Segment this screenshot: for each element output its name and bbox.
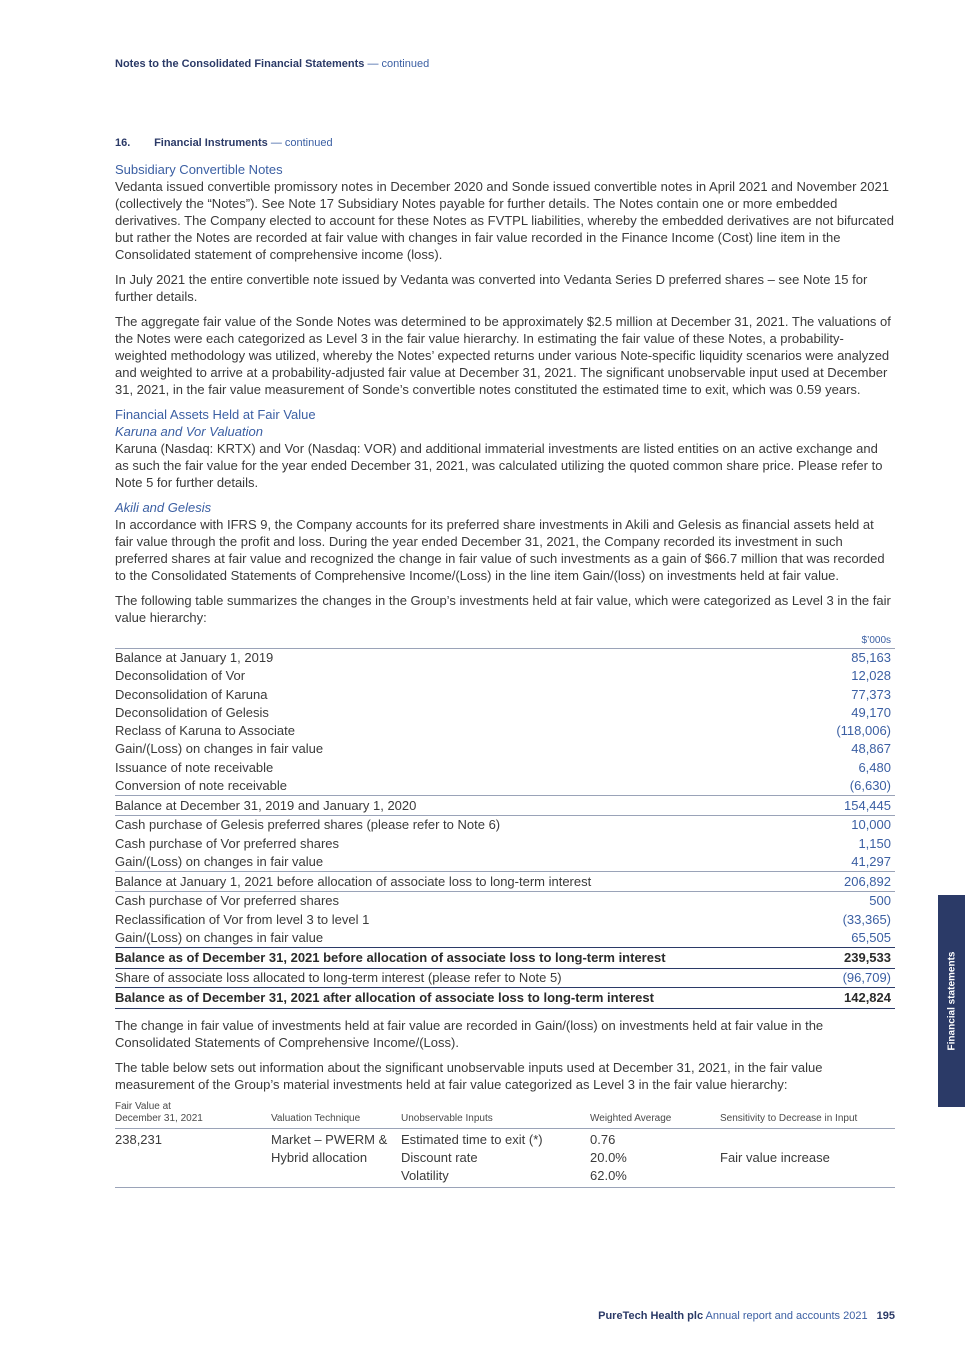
akili-gelesis-paragraph: In accordance with IFRS 9, the Company accounts for its preferred share investments in Akili and Gelesis as financial assets held at fair value through the profit and loss. During the year ended December 31, 2021, the Company recorded its investment in such preferred shares at fair value and recognized the change in fair value of such investments as a gain of $66.7 million that was recorded to the Consolidated Statements of Comprehensive Income/(Loss) in the line item Gain/(loss) on investments held at fair value. xyxy=(115,517,885,583)
row-label: Share of associate loss allocated to long-term interest (please refer to Note 5) xyxy=(115,970,562,986)
row-label: Cash purchase of Vor preferred shares xyxy=(115,893,340,909)
row-value: 154,445 xyxy=(820,796,895,816)
row-label: Balance at January 1, 2019 xyxy=(115,650,274,665)
table-row xyxy=(115,649,895,668)
subsidiary-notes-paragraph-2: In July 2021 the entire convertible note issued by Vedanta was converted into Vedanta Series D preferred shares – see Note 15 for further details. xyxy=(115,272,868,304)
row-value: 142,824 xyxy=(820,988,895,1009)
running-header xyxy=(115,58,429,70)
row-label: Reclass of Karuna to Associate xyxy=(115,723,295,739)
row-value: (96,709) xyxy=(842,970,891,986)
input-average: 20.0% xyxy=(590,1150,627,1166)
row-label: Deconsolidation of Karuna xyxy=(115,686,268,702)
total-row xyxy=(115,948,895,969)
footer-company: PureTech Health plc xyxy=(598,1310,704,1322)
row-label: Deconsolidation of Vor xyxy=(115,668,246,684)
page-number: 195 xyxy=(876,1310,895,1322)
header-sensitivity: Sensitivity to Decrease in Input xyxy=(720,1101,895,1129)
row-value: 48,867 xyxy=(851,741,891,757)
karuna-vor-heading: Karuna and Vor Valuation xyxy=(115,424,263,439)
row-value: 6,480 xyxy=(858,759,891,775)
header-technique: Valuation Technique xyxy=(271,1101,401,1129)
after-table-paragraph-2: The table below sets out information about the significant unobservable inputs used at December 31, 2021, in the fair value measurement of the Group’s material investments held at fair value categorized as Level 3 in the fair value hierarchy: xyxy=(115,1060,823,1093)
table-row xyxy=(115,777,895,796)
side-tab-label: Financial statements xyxy=(946,951,957,1051)
table-intro-paragraph: The following table summarizes the changes in the Group’s investments held at fair value, which were categorized as Level 3 in the fair value hierarchy: xyxy=(115,593,891,625)
header-fair-value: Fair Value at December 31, 2021 xyxy=(115,1101,271,1129)
row-label: Balance as of December 31, 2021 after allocation of associate loss to long-term interest xyxy=(115,988,820,1009)
subsidiary-notes-paragraph-3: The aggregate fair value of the Sonde Notes was determined to be approximately $2.5 million at December 31, 2021. The valuations of the Notes were each categorized as Level 3 in the fair value hierarchy. In estimating the fair value of these Notes, a probability-weighted methodology was utilized, whereby the Notes’ expected returns under various Note-specific liquidity scenarios were analyzed and weighted to arrive at a probability-adjusted fair value at December 31, 2021. The significant unobservable input used at December 31, 2021, in the fair value measurement of Sonde’s convertible notes constituted the estimated time to exit, which was 0.59 years. xyxy=(115,314,891,397)
row-value: 12,028 xyxy=(851,668,891,684)
akili-gelesis-heading: Akili and Gelesis xyxy=(115,500,212,515)
row-value: 10,000 xyxy=(851,817,891,833)
row-label: Gain/(Loss) on changes in fair value xyxy=(115,741,324,757)
table-row xyxy=(115,892,895,911)
row-value: 49,170 xyxy=(851,704,891,720)
row-label: Balance at December 31, 2019 and January 1, 2020 xyxy=(115,796,820,816)
header-average: Weighted Average xyxy=(590,1101,720,1129)
row-label: Balance at January 1, 2021 before allocation of associate loss to long-term interest xyxy=(115,872,820,892)
table-row xyxy=(115,704,895,722)
input-average: 62.0% xyxy=(590,1168,627,1184)
karuna-vor-paragraph: Karuna (Nasdaq: KRTX) and Vor (Nasdaq: VOR) and additional immaterial investments are listed entities on an active exchange and as such the fair value for the year ended December 31, 2021, was calculated utilizing the quoted common share price. Please refer to Note 5 for further details. xyxy=(115,441,883,490)
row-value: 500 xyxy=(869,893,891,909)
inputs-data-row xyxy=(115,1129,895,1188)
row-value: 77,373 xyxy=(851,686,891,702)
input-name: Estimated time to exit (*) xyxy=(401,1132,543,1148)
section-heading xyxy=(115,137,333,149)
row-label: Gain/(Loss) on changes in fair value xyxy=(115,853,324,869)
section-continued: — continued xyxy=(270,137,333,149)
subtotal-row xyxy=(115,796,895,816)
table-row xyxy=(115,911,895,929)
table-row xyxy=(115,667,895,685)
row-value: (33,365) xyxy=(842,911,891,927)
main-content xyxy=(115,161,895,1188)
input-average: 0.76 xyxy=(590,1132,616,1148)
sensitivity-cell xyxy=(720,1129,895,1188)
page-footer xyxy=(598,1310,895,1322)
section-title: Financial Instruments xyxy=(154,137,268,149)
row-value: 206,892 xyxy=(820,872,895,892)
table-row xyxy=(115,835,895,853)
unit-label: $’000s xyxy=(820,634,895,649)
financial-assets-heading: Financial Assets Held at Fair Value xyxy=(115,407,316,422)
header-inputs: Unobservable Inputs xyxy=(401,1101,590,1129)
section-number: 16. xyxy=(115,137,131,149)
row-value: 1,150 xyxy=(858,835,891,851)
row-value: (118,006) xyxy=(836,723,891,739)
row-label: Balance as of December 31, 2021 before allocation of associate loss to long-term interest xyxy=(115,948,820,969)
row-value: 41,297 xyxy=(851,853,891,869)
table-row xyxy=(115,929,895,948)
technique-cell: Market – PWERM & Hybrid allocation xyxy=(271,1129,401,1188)
row-label: Issuance of note receivable xyxy=(115,759,274,775)
subsidiary-notes-paragraph-1: Vedanta issued convertible promissory notes in December 2020 and Sonde issued convertible notes in April 2021 and November 2021 (collectively the “Notes”). See Note 17 Subsidiary Notes payable for further details. The Notes contain one or more embedded derivatives. The Company elected to account for these Notes as FVTPL liabilities, whereby the embedded derivatives are not bifurcated but rather the Notes are recorded at fair value with changes in fair value recorded in the Finance Income (Cost) line item in the Consolidated statement of comprehensive income (loss). xyxy=(115,179,894,262)
after-table-paragraph-1: The change in fair value of investments held at fair value are recorded in Gain/(loss) on investments held at fair value in the Consolidated Statements of Comprehensive Income/(Loss). xyxy=(115,1018,824,1051)
table-row xyxy=(115,969,895,988)
table-row xyxy=(115,686,895,704)
row-label: Deconsolidation of Gelesis xyxy=(115,704,269,720)
row-value: 239,533 xyxy=(820,948,895,969)
row-label: Cash purchase of Vor preferred shares xyxy=(115,835,340,851)
row-label: Reclassification of Vor from level 3 to level 1 xyxy=(115,911,370,927)
inputs-cell xyxy=(401,1129,590,1188)
input-sensitivity: Fair value increase xyxy=(720,1150,830,1166)
total-row xyxy=(115,988,895,1009)
input-sensitivity xyxy=(720,1167,895,1185)
table-row xyxy=(115,853,895,872)
row-label: Cash purchase of Gelesis preferred shares (please refer to Note 6) xyxy=(115,817,501,833)
table-row xyxy=(115,722,895,740)
row-value: 85,163 xyxy=(851,650,891,665)
table-row xyxy=(115,759,895,777)
input-sensitivity xyxy=(720,1131,895,1149)
subsidiary-notes-heading: Subsidiary Convertible Notes xyxy=(115,162,283,177)
fair-value-cell: 238,231 xyxy=(115,1129,271,1188)
subtotal-row xyxy=(115,872,895,892)
input-name: Volatility xyxy=(401,1168,449,1184)
unobservable-inputs-table xyxy=(115,1101,895,1188)
footer-document: Annual report and accounts 2021 xyxy=(705,1310,868,1322)
row-value: 65,505 xyxy=(851,929,891,945)
running-title: Notes to the Consolidated Financial Statements xyxy=(115,58,365,70)
row-label: Gain/(Loss) on changes in fair value xyxy=(115,929,324,945)
level3-reconciliation-table xyxy=(115,634,895,1009)
row-value: (6,630) xyxy=(849,778,891,794)
input-name: Discount rate xyxy=(401,1150,478,1166)
running-continued: — continued xyxy=(367,58,430,70)
table-row xyxy=(115,740,895,758)
table-row xyxy=(115,816,895,835)
average-cell xyxy=(590,1129,720,1188)
section-side-tab[interactable] xyxy=(938,895,965,1107)
inputs-header-row xyxy=(115,1101,895,1129)
unit-row xyxy=(115,634,895,649)
row-label: Conversion of note receivable xyxy=(115,778,287,794)
